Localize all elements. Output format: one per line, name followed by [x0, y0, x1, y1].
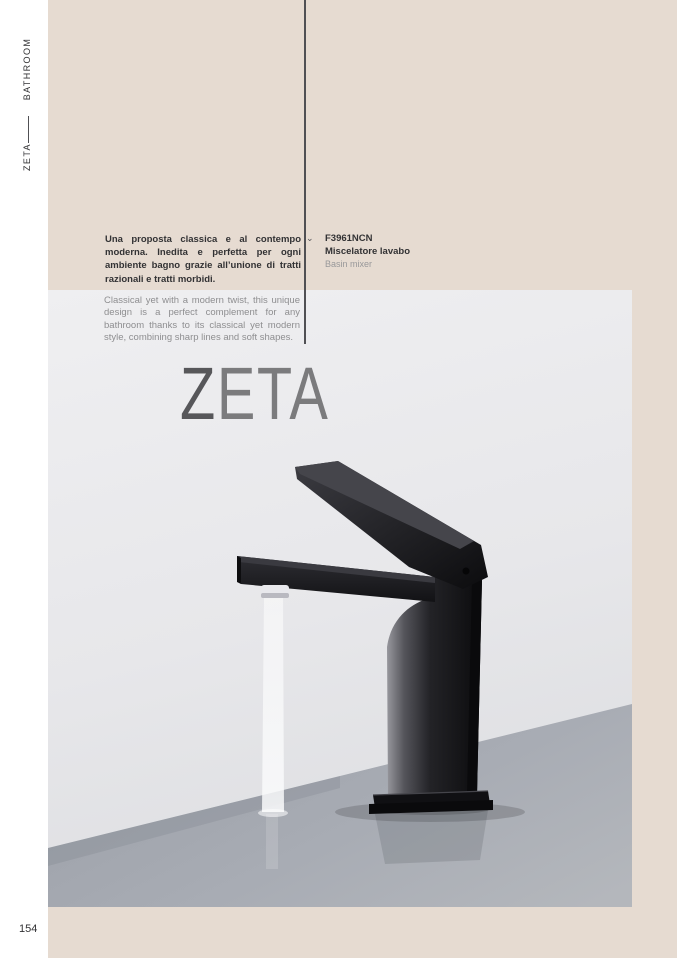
- intro-paragraph-italian: Una proposta classica e al contempo moderna. Inedita e perfetta per ogni ambiente bagno grazie all’unione di tratti razionali e tratti morbidi.: [105, 234, 301, 285]
- faucet-aerator: [261, 585, 289, 598]
- chevron-down-icon: ⌄: [306, 233, 314, 243]
- product-name-italian: Miscelatore lavabo: [325, 246, 411, 257]
- product-code: F3961NCN: [325, 233, 373, 244]
- product-photo: [48, 290, 632, 907]
- sidebar: [0, 0, 48, 958]
- product-info: [306, 232, 410, 271]
- sidebar-category-label: BATHROOM: [22, 37, 32, 101]
- series-title-first-letter: Z: [180, 352, 217, 435]
- intro-paragraph-english: Classical yet with a modern twist, this unique design is a perfect complement for any bathroom thanks to its classical yet modern style, combining sharp lines and soft shapes.: [104, 295, 300, 344]
- page-number: 154: [19, 923, 38, 935]
- sidebar-rule: [28, 116, 29, 143]
- product-info-lines: [325, 232, 410, 271]
- product-name-english: Basin mixer: [325, 259, 373, 269]
- sidebar-series-label: ZETA: [22, 143, 32, 171]
- series-title-rest: ETA: [216, 352, 330, 435]
- column-divider-line: [304, 0, 306, 344]
- faucet-base: [369, 791, 493, 814]
- series-title: [180, 352, 330, 435]
